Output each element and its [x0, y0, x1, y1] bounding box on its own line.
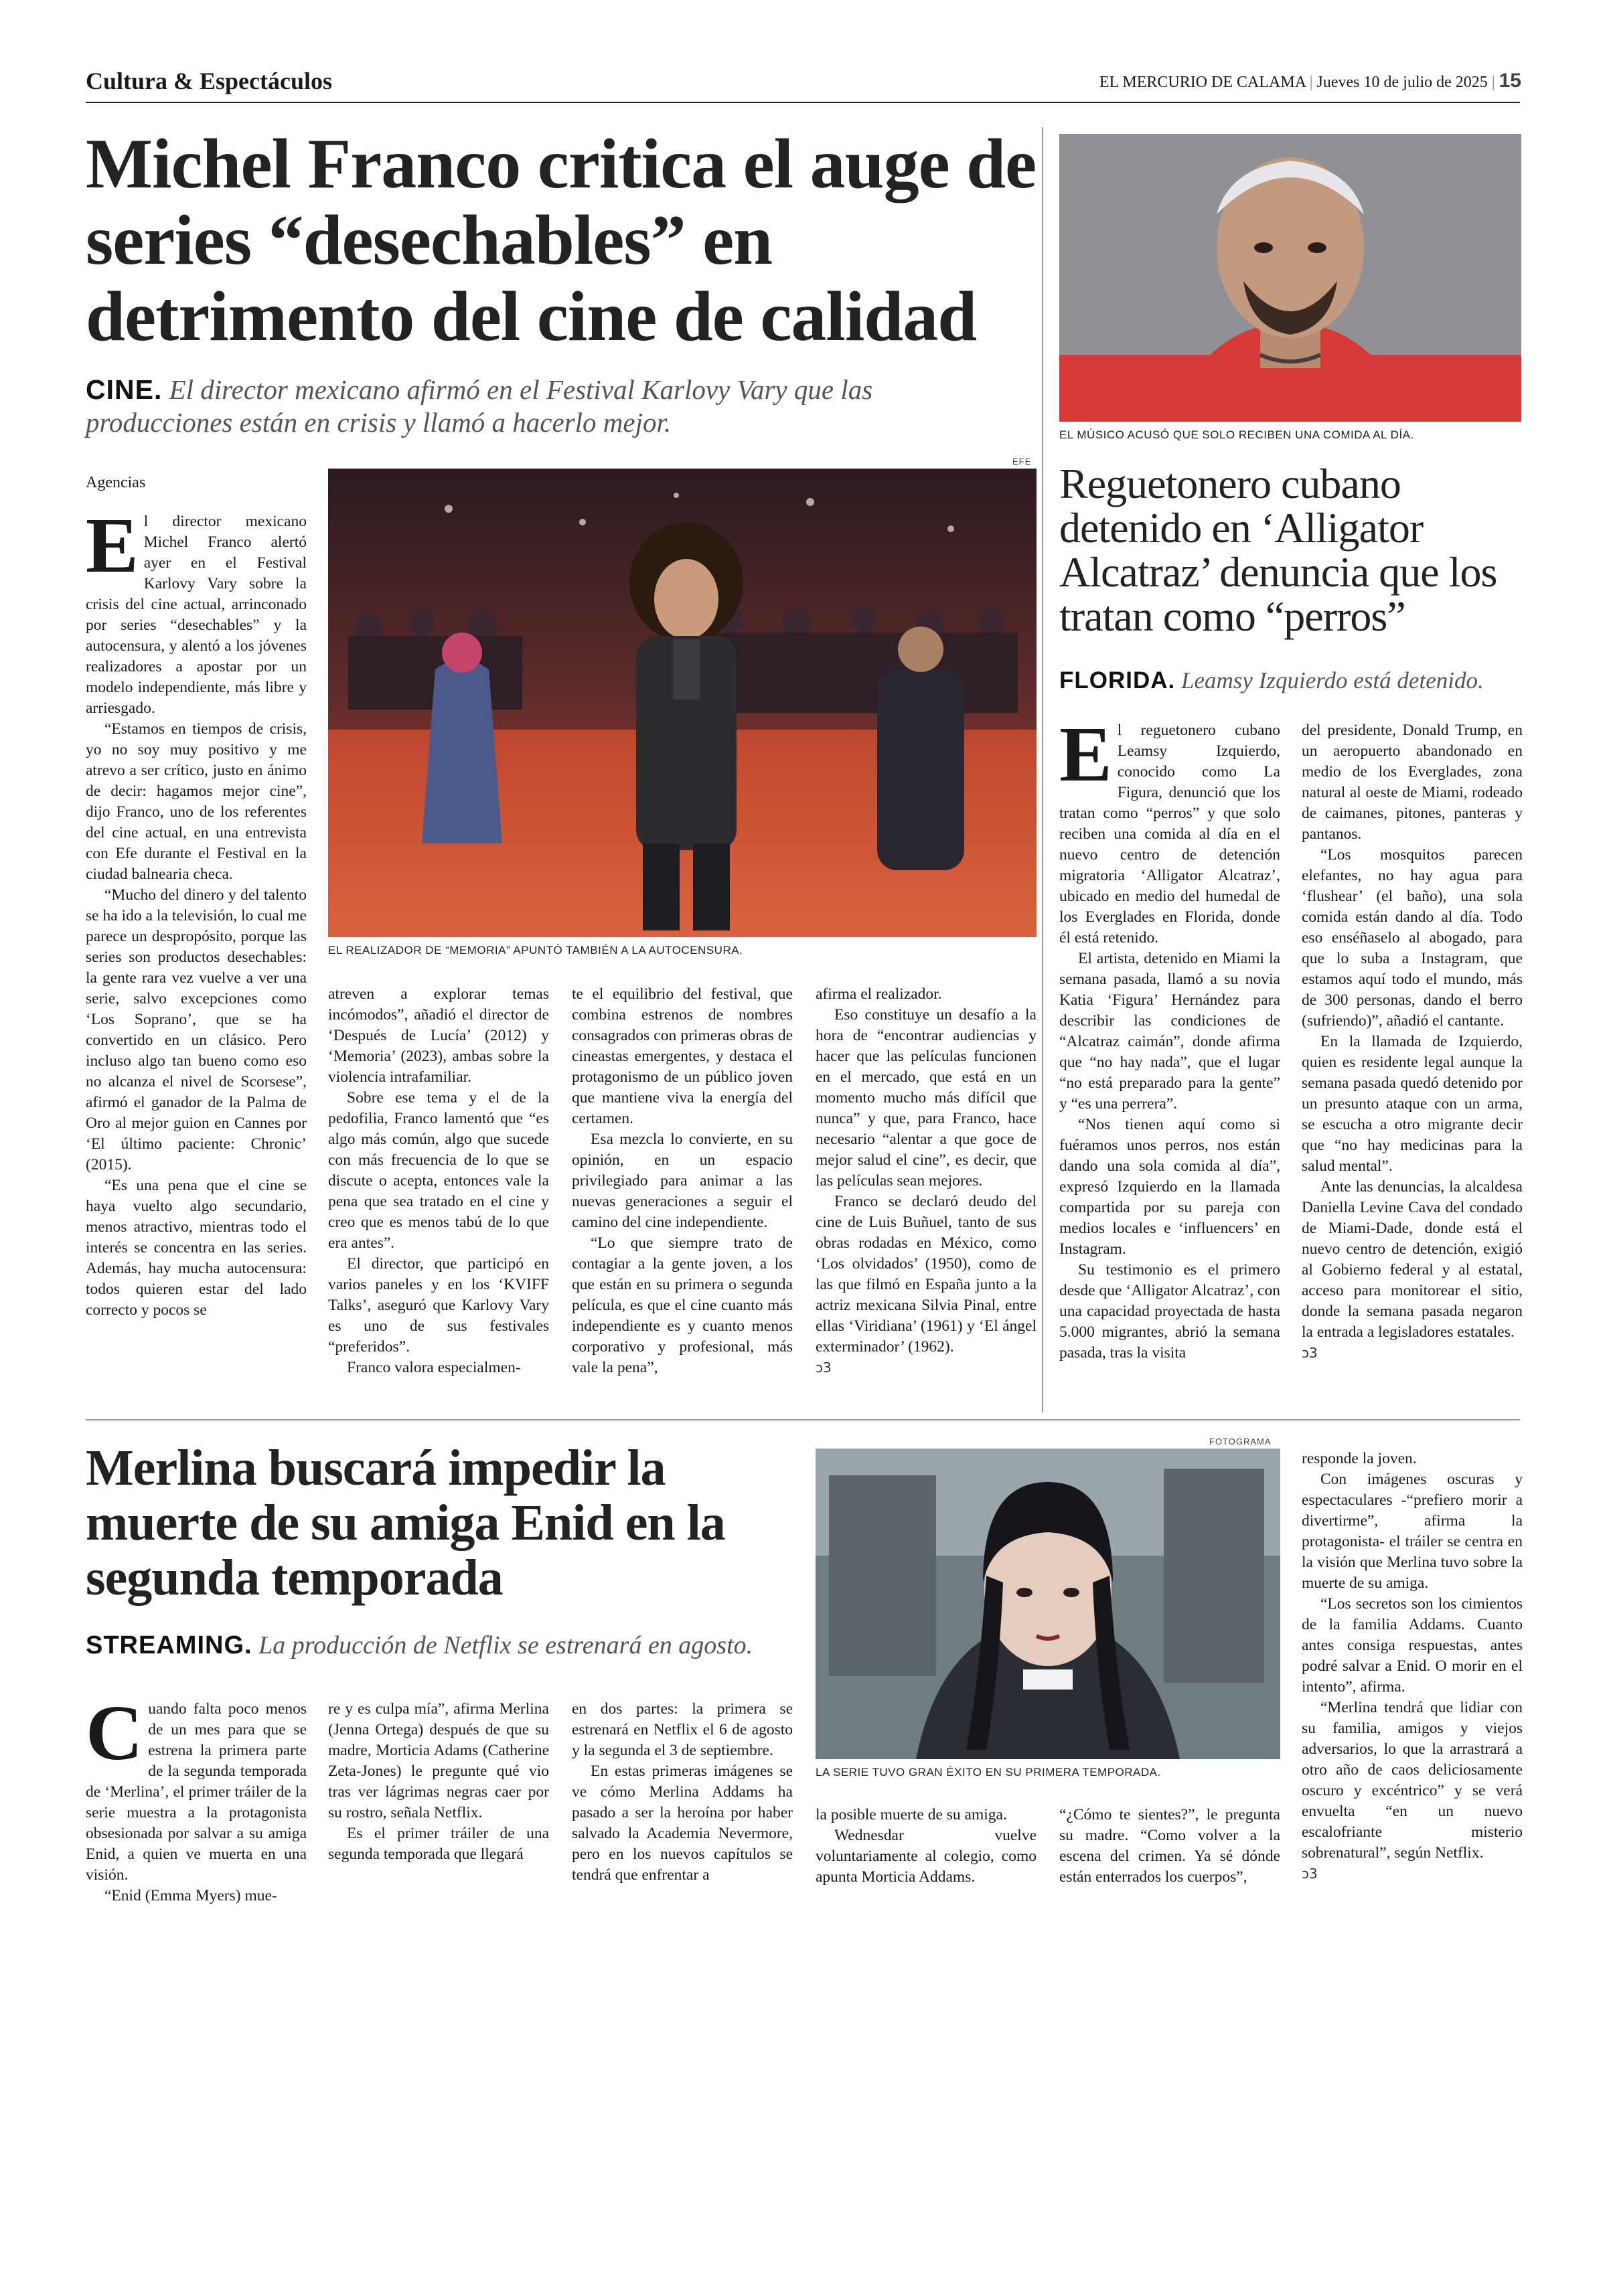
article3-column-5	[1059, 1805, 1280, 1888]
article3-column-4	[816, 1805, 1037, 1888]
article3-col6-p2: Con imágenes oscuras y espectaculares -“prefiero morir a divertirme”, afirma la protagonista- el tráiler se centra en la visión que Merlina tuvo sobre la muerte de su amiga.	[1302, 1471, 1523, 1592]
issue-date: Jueves 10 de julio de 2025	[1316, 74, 1488, 91]
article3-col1-p2: “Enid (Emma Myers) mue-	[104, 1887, 277, 1904]
article1-column-4	[816, 984, 1037, 1378]
article2-tag: FLORIDA.	[1059, 667, 1176, 693]
article3-col6-p3: “Los secretos son los cimientos de la familia Addams. Cuanto antes consiga respuestas, antes podré salvar a Enid. O morir en el intento”, afirma.	[1302, 1595, 1523, 1696]
article2-lead	[1059, 667, 1528, 695]
article2-column-2	[1302, 720, 1523, 1364]
column-divider	[1042, 127, 1043, 1412]
article2-photo-caption: EL MÚSICO ACUSÓ QUE SOLO RECIBEN UNA COMIDA AL DÍA.	[1059, 428, 1414, 441]
article1-headline: Michel Franco critica el auge de series “desechables” en detrimento del cine de calidad	[86, 125, 1037, 355]
article1-col3-p1: te el equilibrio del festival, que combina estrenos de nombres consagrados con primeras obras de cineastas emergentes, y destaca el protagonismo de un público joven que mantiene viva la energía del certamen.	[572, 985, 793, 1127]
article1-tag: CINE.	[86, 374, 163, 405]
article2-col2-p2: “Los mosquitos parecen elefantes, no hay agua para ‘flushear’ (el baño), una sola comida están dando al día. Todo eso enséñaselo al abogado, para que lo suba a Instagram, que estamos aquí todo el mundo, más de 300 personas, dando el berro (sufriendo)”, añadió el cantante.	[1302, 846, 1523, 1030]
article3-col4-p2: Wednesdar vuelve voluntariamente al colegio, como apunta Morticia Addams.	[816, 1827, 1037, 1886]
article2-dropcap: E	[1059, 710, 1112, 798]
article3-lead	[86, 1631, 822, 1661]
article3-col6-p1: responde la joven.	[1302, 1450, 1417, 1467]
article3-dropcap: C	[86, 1689, 143, 1777]
merlina-still-photo	[816, 1449, 1280, 1759]
masthead: EL MERCURIO DE CALAMA | Jueves 10 de julio de 2025 | 15	[1099, 70, 1521, 92]
article3-photo	[816, 1449, 1280, 1759]
article3-column-6	[1302, 1449, 1523, 1884]
article2-col1-p3: “Nos tienen aquí como si fuéramos unos perros, nos están dando una sola comida al día”, expresó Izquierdo en la llamada compartida por su pareja con medios locales e ‘influencers’ en Instagram.	[1059, 1116, 1280, 1258]
article1-col2-p4: Franco valora especialmen-	[347, 1359, 521, 1376]
article2-col2-p1: del presidente, Donald Trump, en un aeropuerto abandonado en medio de los Everglades, zona natural al oeste de Miami, rodeado de caimanes, pitones, panteras y pantanos.	[1302, 722, 1523, 843]
red-carpet-photo	[328, 469, 1037, 937]
article1-column-2	[328, 984, 549, 1378]
article1-col1-p2: “Estamos en tiempos de crisis, yo no soy muy positivo y me atrevo a ser crítico, justo en ánimo de decir: hagamos mejor cine”, dijo Franco, uno de los referentes del cine actual, en una entrevista con Efe durante el Festival en la ciudad balnearia checa.	[86, 720, 307, 883]
article2-photo	[1059, 134, 1521, 422]
article2-col2-p4: Ante las denuncias, la alcaldesa Daniella Levine Cava del condado de Miami-Dade, donde está el nuevo centro de detención, exigió al Gobierno federal y al estatal, acceso para monitorear el sitio, donde la semana pasada negaron la entrada a legisladores estatales.	[1302, 1178, 1523, 1341]
article2-col2-p3: En la llamada de Izquierdo, quien es residente legal aunque la semana pasada quedó detenido por un presunto ataque con un arma, se escucha a otro migrante decir que “no hay medicinas para la salud mental”.	[1302, 1033, 1523, 1175]
article3-col3-p2: En estas primeras imágenes se ve cómo Merlina Addams ha pasado a ser la heroína por haber salvado la Academia Nevermore, pero en los nuevos capítulos se tendrá que enfrentar a	[572, 1762, 793, 1884]
article3-col4-p1: la posible muerte de su amiga.	[816, 1806, 1007, 1823]
article1-lead-text: El director mexicano afirmó en el Festival Karlovy Vary que las producciones están en crisis y llamó a hacerlo mejor.	[86, 374, 873, 438]
page-number: 15	[1499, 70, 1521, 92]
article3-column-3	[572, 1699, 793, 1886]
article2-column-1	[1059, 710, 1280, 1364]
article1-photo-credit: EFE	[1012, 457, 1032, 467]
article1-col3-p2: Esa mezcla lo convierte, en su opinión, en un espacio privilegiado para animar a las nuevas generaciones a seguir el camino del cine independiente.	[572, 1131, 793, 1231]
section-divider	[86, 1419, 1520, 1420]
header-rule	[86, 102, 1520, 103]
article1-col4-p2: Eso constituye un desafío a la hora de “encontrar audiencias y hacer que las películas funcionen en el mercado, que está en un momento mucho más difícil que nunca” y que, para Franco, hace necesario “alentar a que goce de mejor salud el cine”, es decir, que las películas sean mejores.	[816, 1006, 1037, 1190]
article3-col2-p1: re y es culpa mía”, afirma Merlina (Jenna Ortega) después de que su madre, Morticia Adams (Catherine Zeta-Jones) le pregunte qué vio tras ver lágrimas negras caer por su rostro, señala Netflix.	[328, 1700, 549, 1821]
article3-end-mark: ↄ3	[1302, 1866, 1318, 1882]
article1-col3-p3: “Lo que siempre trato de contagiar a la gente joven, a los que están en su primera o segunda película, es que el cine cuanto más independiente es y cuanto menos corporativo y profesional, más vale la pena”,	[572, 1234, 793, 1376]
article1-col2-p2: Sobre ese tema y el de la pedofilia, Franco lamentó que “es algo más común, algo que sucede con más frecuencia de lo que se discute o acepta, entonces vale la pena que sea tratado en el cine y creo que es menos tabú de lo que era antes”.	[328, 1089, 549, 1252]
article2-col1-p4: Su testimonio es el primero desde que ‘Alligator Alcatraz’, con una capacidad proyectada de hasta 5.000 migrantes, abrió la semana pasada, tras la visita	[1059, 1261, 1280, 1362]
article2-headline: Reguetonero cubano detenido en ‘Alligator Alcatraz’ denuncia que los tratan como “perros”	[1059, 460, 1497, 640]
article2-end-mark: ↄ3	[1302, 1345, 1318, 1361]
article1-col4-p3: Franco se declaró deudo del cine de Luis Buñuel, tanto de sus obras rodadas en México, como ‘Los olvidados’ (1950), como de las que filmó en España junto a la actriz mexicana Silvia Pinal, entre ellas ‘Viridiana’ (1961) y ‘El ángel exterminador’ (1962).	[816, 1193, 1037, 1356]
article3-column-1	[86, 1689, 307, 1906]
article1-lead	[86, 374, 929, 439]
article3-tag: STREAMING.	[86, 1631, 252, 1659]
article1-col2-p1: atreven a explorar temas incómodos”, añadió el director de ‘Después de Lucía’ (2012) y ‘Memoria’ (2023), ambas sobre la violencia intrafamiliar.	[328, 985, 549, 1086]
article2-col1-p1: l reguetonero cubano Leamsy Izquierdo, conocido como La Figura, denunció que los tratan como “perros” y que solo reciben una comida al día en el nuevo centro de detención migratoria ‘Alligator Alcatraz’, ubicado en medio del humedal de los Everglades en Florida, donde él está retenido.	[1059, 722, 1280, 947]
article3-column-2	[328, 1699, 549, 1865]
article2-lead-text: Leamsy Izquierdo está detenido.	[1181, 667, 1484, 693]
article1-photo-caption: EL REALIZADOR DE “MEMORIA” APUNTÓ TAMBIÉN A LA AUTOCENSURA.	[328, 944, 743, 957]
article1-end-mark: ↄ3	[816, 1360, 832, 1376]
article3-photo-caption: LA SERIE TUVO GRAN ÉXITO EN SU PRIMERA TEMPORADA.	[816, 1766, 1161, 1779]
article1-col1-p3: “Mucho del dinero y del talento se ha ido a la televisión, lo cual me parece un despropósito, porque las series son productos desechables: la gente rara vez vuelve a ver una serie, salvo excepciones como ‘Los Soprano’, que se ha convertido en un clásico. Pero incluso algo tan bueno como eso no alcanza el nivel de Scorsese”, afirmó el ganador de la Palma de Oro al mejor guion en Cannes por ‘El último paciente: Chronic’ (2015).	[86, 886, 307, 1173]
article3-lead-text: La producción de Netflix se estrenará en agosto.	[258, 1631, 753, 1659]
article1-col2-p3: El director, que participó en varios paneles y en los ‘KVIFF Talks’, aseguró que Karlovy Vary es uno de sus festivales “preferidos”.	[328, 1255, 549, 1356]
article1-dropcap: E	[86, 501, 139, 589]
article3-photo-credit: FOTOGRAMA	[1209, 1437, 1272, 1447]
article1-col1-p1: l director mexicano Michel Franco alertó ayer en el Festival Karlovy Vary sobre la crisis del cine actual, arrinconado por series “desechables” y la autocensura, y alentó a los jóvenes realizadores a apostar por un modelo independiente, más libre y arriesgado.	[86, 513, 307, 717]
article3-col3-p1: en dos partes: la primera se estrenará en Netflix el 6 de agosto y la segunda el 3 de septiembre.	[572, 1700, 793, 1759]
mugshot-photo	[1059, 134, 1521, 422]
article3-col1-p1: uando falta poco menos de un mes para que se estrena la primera parte de la segunda temporada de ‘Merlina’, el primer tráiler de la serie muestra a la protagonista obsesionada por salvar a su amiga Enid, a quien ve muerta en una visión.	[86, 1700, 307, 1884]
newspaper-name: EL MERCURIO DE CALAMA	[1099, 74, 1306, 91]
article3-col5-p1: “¿Cómo te sientes?”, le pregunta su madre. “Como volver a la escena del crimen. Ya sé dónde están enterrados los cuerpos”,	[1059, 1806, 1280, 1886]
article2-col1-p2: El artista, detenido en Miami la semana pasada, llamó a su novia Katia ‘Figura’ Hernández para describir las condiciones de “Alcatraz caimán”, donde afirma que “no hay nada”, que el lugar “no está preparado para la gente” y “es una perrera”.	[1059, 950, 1280, 1113]
article3-headline: Merlina buscará impedir la muerte de su amiga Enid en la segunda temporada	[86, 1440, 725, 1606]
section-title: Cultura & Espectáculos	[86, 68, 332, 94]
article1-byline: Agencias	[86, 474, 146, 491]
article1-column-1	[86, 501, 307, 1321]
article3-col6-p4: “Merlina tendrá que lidiar con su familia, amigos y viejos adversarios, lo que la arrastrará a otro año de caos deliciosamente oscuro y excéntrico” y se verá envuelta “en un nuevo escalofriante misterio sobrenatural”, según Netflix.	[1302, 1699, 1523, 1862]
article3-col2-p2: Es el primer tráiler de una segunda temporada que llegará	[328, 1825, 549, 1863]
article1-col4-p1: afirma el realizador.	[816, 985, 942, 1003]
article1-col1-p4: “Es una pena que el cine se haya vuelto algo secundario, menos atractivo, mientras todo el interés se concentra en las series. Además, hay mucha autocensura: todos quieren estar del lado correcto y pocos se	[86, 1177, 307, 1319]
article1-photo	[328, 469, 1037, 937]
article1-column-3	[572, 984, 793, 1378]
